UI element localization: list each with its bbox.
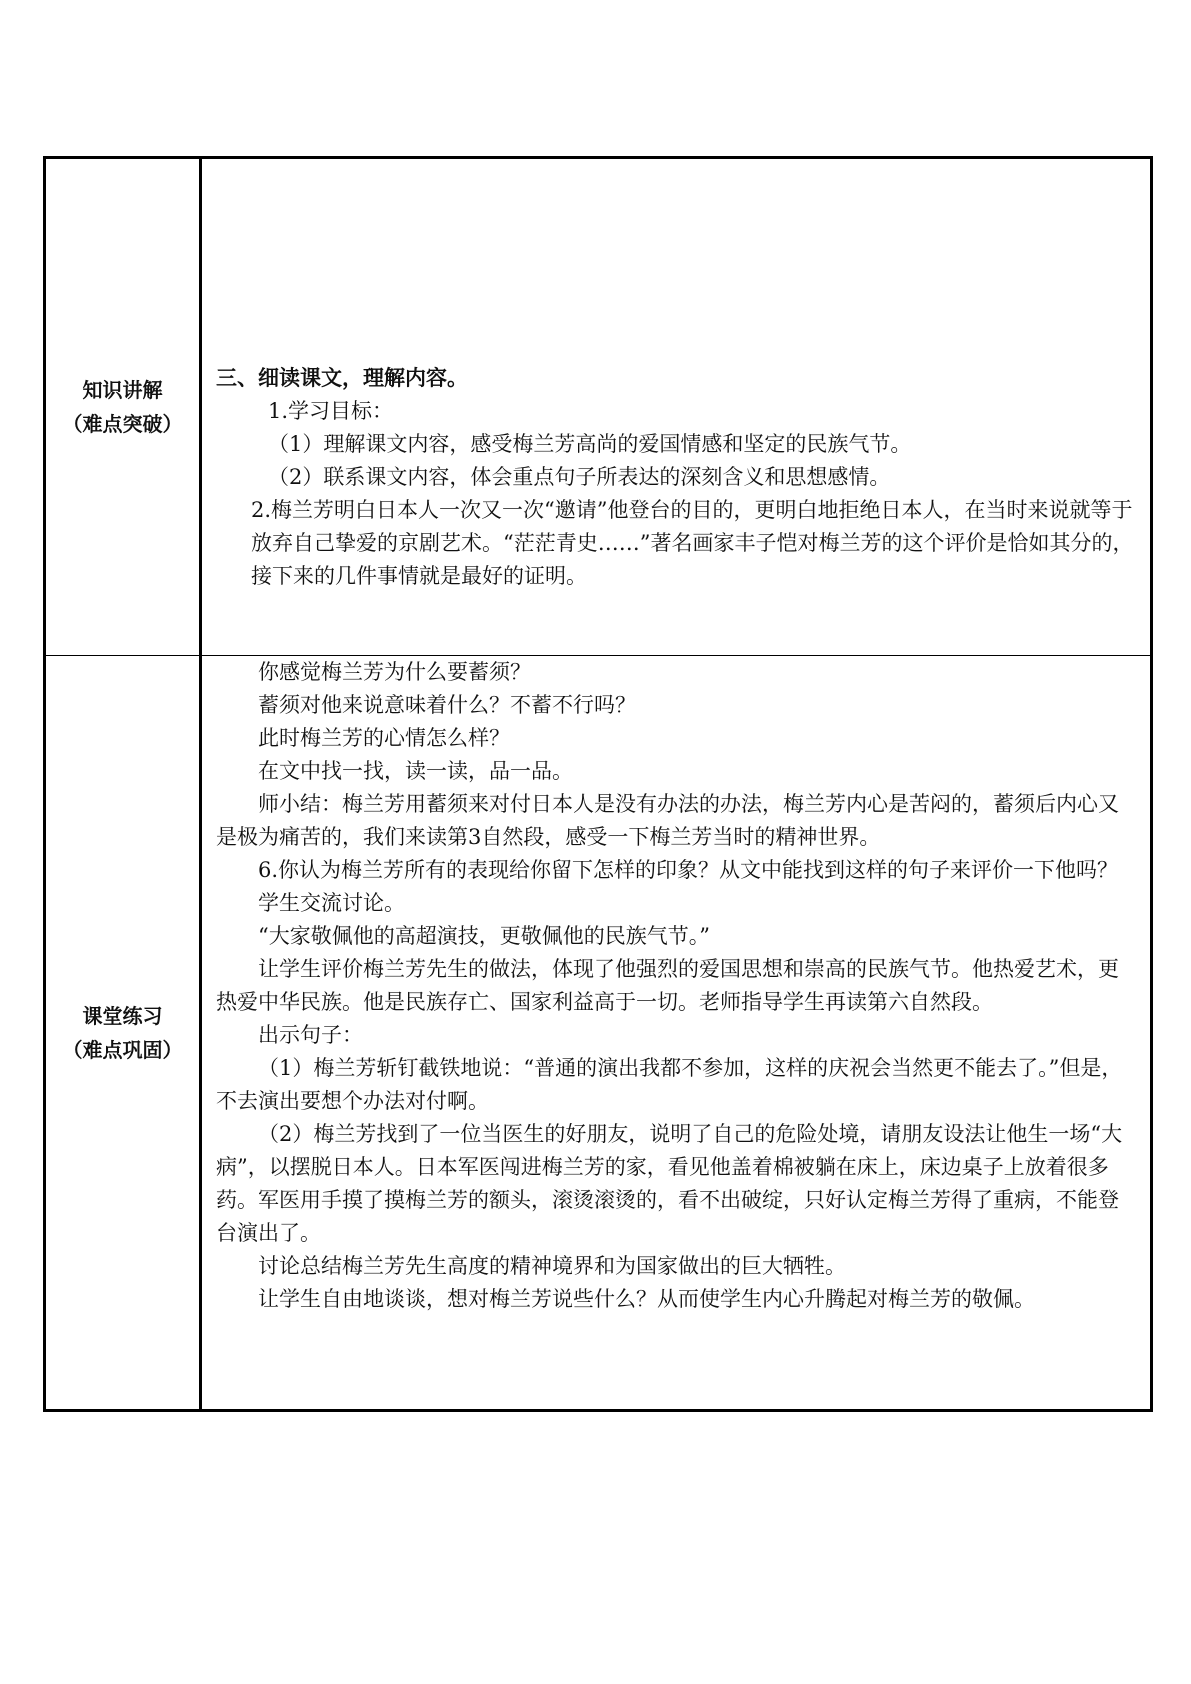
row-label-practice [45, 656, 201, 1411]
row-label-line1: 知识讲解 [82, 378, 163, 402]
row-label-line1: 课堂练习 [82, 1003, 163, 1028]
content-cell-knowledge [201, 158, 1152, 656]
section-heading: 三、细读课文，理解内容。 [216, 365, 468, 390]
table-row-knowledge [45, 158, 1152, 656]
paragraph: “大家敬佩他的高超演技，更敬佩他的民族气节。” [258, 924, 710, 948]
paragraph: 此时梅兰芳的心情怎么样？ [258, 726, 510, 750]
paragraph: 出示句子： [258, 1023, 363, 1047]
table-row-practice [45, 656, 1152, 1411]
paragraph: 2.梅兰芳明白日本人一次又一次“邀请”他登台的目的，更明白地拒绝日本人，在当时来说就等于放弃自己挚爱的京剧艺术。“茫茫青史……”著名画家丰子恺对梅兰芳的这个评价是恰如其分的，接下来的几件事情就是最好的证明。 [251, 497, 1134, 588]
paragraph: 你感觉梅兰芳为什么要蓄须？ [258, 660, 531, 684]
row-label-line2: （难点突破） [62, 412, 183, 436]
paragraph: 在文中找一找，读一读，品一品。 [258, 759, 573, 783]
paragraph: 学生交流讨论。 [258, 891, 405, 915]
paragraph: 讨论总结梅兰芳先生高度的精神境界和为国家做出的巨大牺牲。 [258, 1254, 846, 1278]
paragraph: 6.你认为梅兰芳所有的表现给你留下怎样的印象？从文中能找到这样的句子来评价一下他吗？ [258, 858, 1119, 882]
paragraph: 师小结：梅兰芳用蓄须来对付日本人是没有办法的办法，梅兰芳内心是苦闷的，蓄须后内心又是极为痛苦的，我们来读第3自然段，感受一下梅兰芳当时的精神世界。 [216, 792, 1119, 849]
paragraph: （1）理解课文内容，感受梅兰芳高尚的爱国情感和坚定的民族气节。 [268, 431, 912, 456]
paragraph: （1）梅兰芳斩钉截铁地说：“普通的演出我都不参加，这样的庆祝会当然更不能去了。”但是，不去演出要想个办法对付啊。 [216, 1056, 1123, 1113]
content-cell-practice [201, 656, 1152, 1411]
paragraph: 蓄须对他来说意味着什么？不蓄不行吗？ [258, 693, 636, 717]
paragraph: （2）联系课文内容，体会重点句子所表达的深刻含义和思想感情。 [268, 464, 891, 489]
paragraph: 让学生评价梅兰芳先生的做法，体现了他强烈的爱国思想和崇高的民族气节。他热爱艺术，更热爱中华民族。他是民族存亡、国家利益高于一切。老师指导学生再读第六自然段。 [216, 957, 1119, 1014]
row-label-knowledge [45, 158, 201, 656]
lesson-plan-table [43, 156, 1153, 1412]
row-label-line2: （难点巩固） [62, 1037, 183, 1062]
paragraph: 让学生自由地谈谈，想对梅兰芳说些什么？从而使学生内心升腾起对梅兰芳的敬佩。 [258, 1287, 1035, 1311]
paragraph: （2）梅兰芳找到了一位当医生的好朋友，说明了自己的危险处境，请朋友设法让他生一场“大病”，以摆脱日本人。日本军医闯进梅兰芳的家，看见他盖着棉被躺在床上，床边桌子上放着很多药。军医用手摸了摸梅兰芳的额头，滚烫滚烫的，看不出破绽，只好认定梅兰芳得了重病，不能登台演出了。 [216, 1122, 1123, 1245]
paragraph: 1.学习目标： [268, 398, 394, 423]
